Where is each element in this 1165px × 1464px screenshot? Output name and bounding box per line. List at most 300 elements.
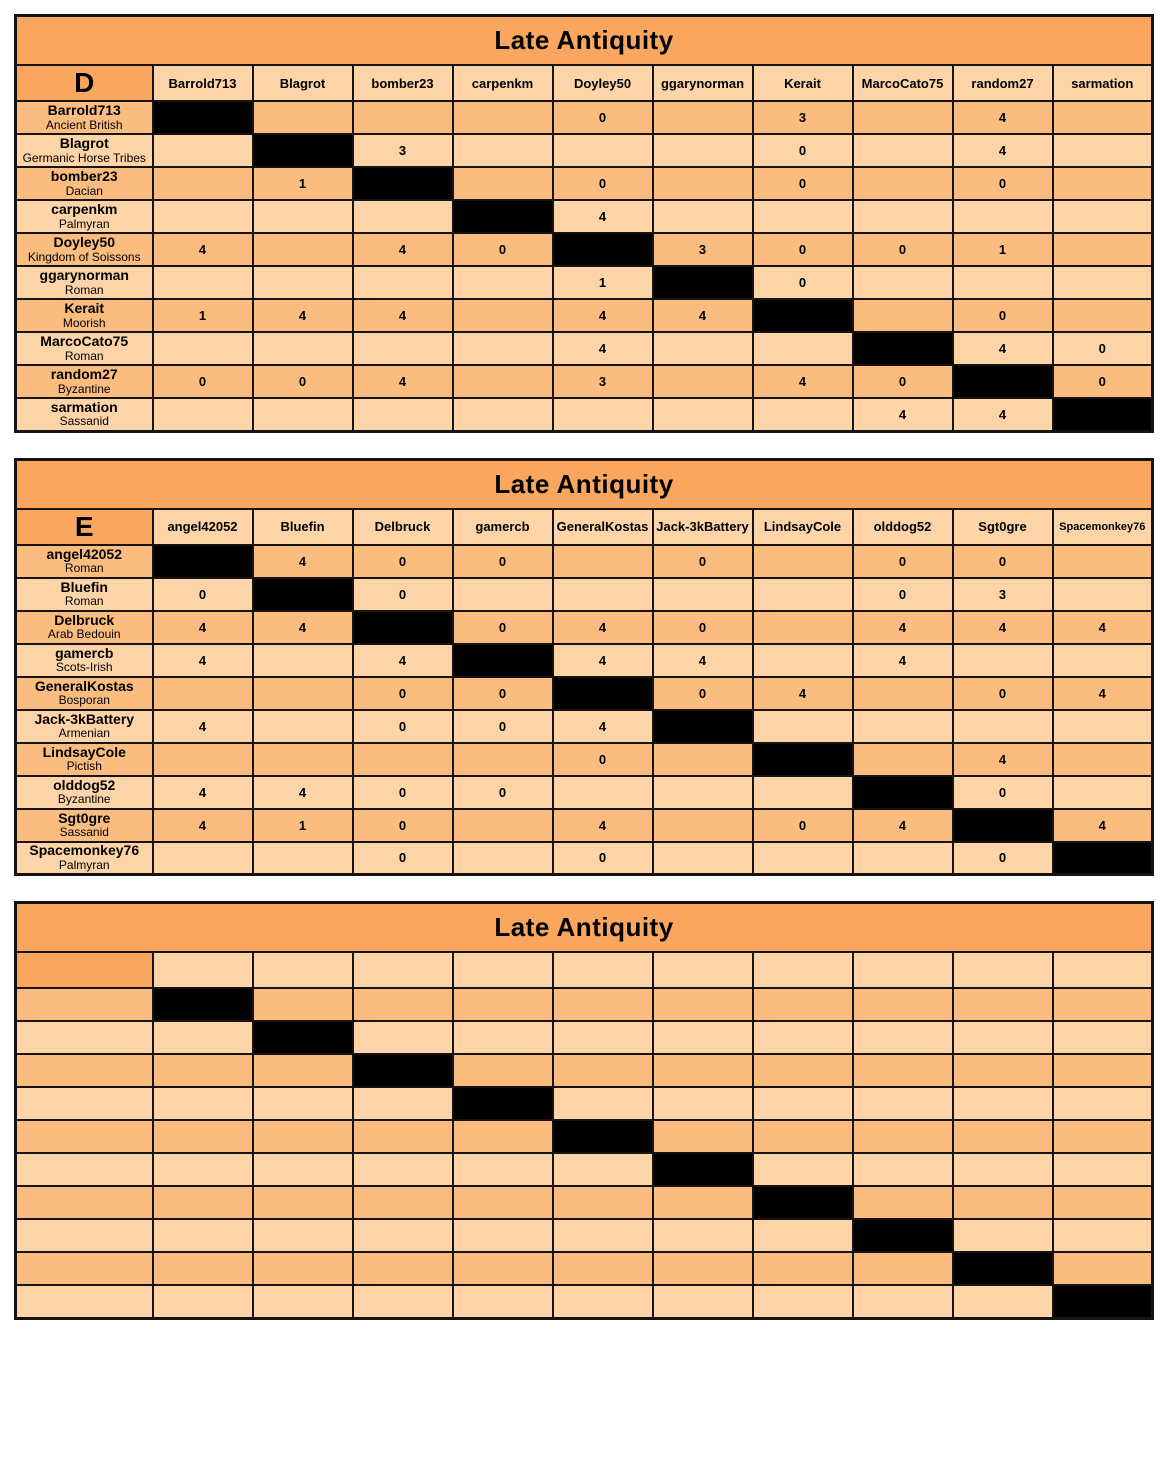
table-row	[16, 988, 1153, 1021]
diagonal-cell	[253, 578, 353, 611]
diagonal-cell	[453, 1087, 553, 1120]
player-label	[16, 1021, 153, 1054]
result-cell	[953, 1153, 1053, 1186]
result-cell	[753, 842, 853, 875]
result-cell	[253, 743, 353, 776]
result-cell: 4	[153, 710, 253, 743]
player-label	[16, 644, 153, 677]
result-cell	[653, 1021, 753, 1054]
column-header: Blagrot	[253, 65, 353, 101]
result-cell: 1	[253, 167, 353, 200]
table-row	[16, 578, 1153, 611]
result-cell	[653, 578, 753, 611]
diagonal-cell	[753, 299, 853, 332]
table-row	[16, 299, 1153, 332]
table-row	[16, 1021, 1153, 1054]
column-header	[753, 952, 853, 988]
result-cell: 4	[553, 644, 653, 677]
result-cell	[153, 266, 253, 299]
column-header: olddog52	[853, 509, 953, 545]
result-cell	[553, 1252, 653, 1285]
column-header: MarcoCato75	[853, 65, 953, 101]
player-faction: Palmyran	[58, 216, 110, 231]
result-cell: 0	[653, 545, 753, 578]
result-cell	[453, 578, 553, 611]
result-cell	[253, 101, 353, 134]
result-cell	[553, 988, 653, 1021]
result-cell: 4	[853, 809, 953, 842]
result-cell	[653, 365, 753, 398]
column-header	[153, 952, 253, 988]
result-cell	[853, 743, 953, 776]
player-name: Spacemonkey76	[29, 842, 140, 859]
table-row	[16, 134, 1153, 167]
result-cell	[853, 1021, 953, 1054]
result-cell	[253, 1054, 353, 1087]
result-cell	[753, 1219, 853, 1252]
result-cell	[753, 611, 853, 644]
player-name: angel42052	[46, 545, 122, 562]
result-cell	[853, 200, 953, 233]
result-cell	[1053, 1021, 1153, 1054]
diagonal-cell	[1053, 1285, 1153, 1318]
result-cell	[453, 1021, 553, 1054]
player-name: random27	[50, 366, 118, 383]
result-cell	[353, 743, 453, 776]
diagonal-cell	[1053, 398, 1153, 431]
result-cell	[1053, 1153, 1153, 1186]
result-cell	[453, 988, 553, 1021]
table-row	[16, 842, 1153, 875]
result-cell	[653, 1120, 753, 1153]
result-cell	[753, 332, 853, 365]
result-cell	[253, 842, 353, 875]
player-label	[16, 134, 153, 167]
result-cell: 4	[853, 611, 953, 644]
result-cell	[853, 1186, 953, 1219]
column-header: sarmation	[1053, 65, 1153, 101]
player-name: LindsayCole	[42, 743, 126, 760]
column-header: angel42052	[153, 509, 253, 545]
table-title: Late Antiquity	[16, 459, 1153, 509]
result-cell	[353, 200, 453, 233]
diagonal-cell	[453, 644, 553, 677]
result-cell: 1	[253, 809, 353, 842]
column-header: LindsayCole	[753, 509, 853, 545]
result-cell	[653, 1219, 753, 1252]
result-cell	[753, 1087, 853, 1120]
result-cell: 0	[453, 776, 553, 809]
result-cell: 0	[453, 677, 553, 710]
group-letter: E	[16, 509, 153, 545]
result-cell: 0	[453, 545, 553, 578]
result-cell	[553, 398, 653, 431]
result-cell	[453, 134, 553, 167]
diagonal-cell	[953, 809, 1053, 842]
column-header: carpenkm	[453, 65, 553, 101]
result-cell	[653, 1186, 753, 1219]
column-header: Spacemonkey76	[1053, 509, 1153, 545]
result-cell: 4	[153, 233, 253, 266]
result-cell	[353, 1120, 453, 1153]
result-cell: 0	[153, 578, 253, 611]
diagonal-cell	[1053, 842, 1153, 875]
player-faction: Ancient British	[45, 117, 123, 132]
result-cell	[253, 200, 353, 233]
result-cell	[853, 1120, 953, 1153]
result-cell	[853, 677, 953, 710]
table-row	[16, 710, 1153, 743]
result-cell: 4	[653, 299, 753, 332]
result-cell: 0	[1053, 332, 1153, 365]
result-cell	[153, 332, 253, 365]
result-cell	[753, 776, 853, 809]
result-cell	[153, 1285, 253, 1318]
player-faction: Germanic Horse Tribes	[22, 150, 146, 165]
result-cell	[553, 134, 653, 167]
result-cell: 0	[153, 365, 253, 398]
result-cell	[253, 644, 353, 677]
result-cell: 3	[653, 233, 753, 266]
result-cell	[253, 988, 353, 1021]
column-header	[353, 952, 453, 988]
table-row	[16, 1252, 1153, 1285]
result-cell	[753, 710, 853, 743]
result-cell: 1	[953, 233, 1053, 266]
result-cell	[353, 398, 453, 431]
result-cell: 0	[953, 167, 1053, 200]
table-row	[16, 776, 1153, 809]
result-cell: 4	[353, 365, 453, 398]
result-cell: 4	[1053, 809, 1153, 842]
player-faction: Pictish	[66, 759, 102, 774]
result-cell: 0	[453, 710, 553, 743]
result-cell: 4	[853, 398, 953, 431]
player-label	[16, 1219, 153, 1252]
diagonal-cell	[553, 1120, 653, 1153]
result-cell	[153, 1219, 253, 1252]
player-faction: Byzantine	[57, 381, 111, 396]
result-cell	[253, 233, 353, 266]
result-cell	[653, 776, 753, 809]
diagonal-cell	[453, 200, 553, 233]
result-cell: 0	[353, 776, 453, 809]
player-label	[16, 1054, 153, 1087]
result-cell	[553, 1021, 653, 1054]
player-name: Delbruck	[54, 611, 115, 628]
result-cell: 0	[853, 545, 953, 578]
group-letter	[16, 952, 153, 988]
result-cell	[753, 398, 853, 431]
diagonal-cell	[153, 988, 253, 1021]
result-cell: 0	[353, 677, 453, 710]
result-cell	[453, 299, 553, 332]
result-cell	[153, 1120, 253, 1153]
result-cell	[453, 332, 553, 365]
player-label	[16, 1153, 153, 1186]
result-cell	[253, 1087, 353, 1120]
result-cell: 0	[353, 545, 453, 578]
player-label	[16, 1186, 153, 1219]
result-cell	[1053, 1120, 1153, 1153]
result-cell	[153, 1186, 253, 1219]
table-row	[16, 365, 1153, 398]
result-cell	[653, 1054, 753, 1087]
table-row	[16, 1219, 1153, 1252]
result-cell	[753, 200, 853, 233]
column-header: Doyley50	[553, 65, 653, 101]
result-cell	[453, 1153, 553, 1186]
table-title: Late Antiquity	[16, 903, 1153, 953]
result-cell	[553, 1054, 653, 1087]
result-cell: 4	[553, 332, 653, 365]
player-label	[16, 842, 153, 875]
result-cell: 0	[753, 266, 853, 299]
diagonal-cell	[553, 677, 653, 710]
result-cell	[753, 1120, 853, 1153]
result-cell	[153, 1153, 253, 1186]
result-cell: 0	[653, 677, 753, 710]
result-cell	[153, 200, 253, 233]
player-faction: Byzantine	[57, 792, 111, 807]
result-cell: 1	[153, 299, 253, 332]
diagonal-cell	[653, 266, 753, 299]
result-cell: 3	[553, 365, 653, 398]
result-cell	[953, 1021, 1053, 1054]
player-label	[16, 365, 153, 398]
result-cell	[553, 1087, 653, 1120]
result-cell	[253, 266, 353, 299]
diagonal-cell	[853, 332, 953, 365]
player-faction: Roman	[64, 348, 104, 363]
result-cell	[153, 842, 253, 875]
column-header	[953, 952, 1053, 988]
result-cell	[153, 1021, 253, 1054]
column-header	[553, 952, 653, 988]
result-cell	[653, 332, 753, 365]
result-cell	[653, 842, 753, 875]
result-cell	[1053, 988, 1153, 1021]
table-row	[16, 644, 1153, 677]
result-cell: 0	[853, 365, 953, 398]
result-cell: 3	[753, 101, 853, 134]
player-faction: Roman	[64, 282, 104, 297]
result-cell	[653, 809, 753, 842]
table-row	[16, 1054, 1153, 1087]
result-cell: 0	[853, 578, 953, 611]
result-cell	[353, 1186, 453, 1219]
result-cell	[553, 1186, 653, 1219]
result-cell	[1053, 644, 1153, 677]
result-cell	[253, 398, 353, 431]
result-cell	[153, 1054, 253, 1087]
table-row	[16, 200, 1153, 233]
result-cell: 4	[953, 611, 1053, 644]
result-cell: 4	[253, 611, 353, 644]
result-cell	[253, 677, 353, 710]
column-header: GeneralKostas	[553, 509, 653, 545]
result-cell	[953, 710, 1053, 743]
result-cell: 4	[953, 743, 1053, 776]
table-row	[16, 743, 1153, 776]
player-faction: Kingdom of Soissons	[27, 249, 141, 264]
result-cell	[753, 644, 853, 677]
table-row	[16, 101, 1153, 134]
result-cell	[953, 988, 1053, 1021]
result-cell	[253, 1252, 353, 1285]
result-cell	[353, 332, 453, 365]
result-cell	[853, 134, 953, 167]
player-faction: Palmyran	[58, 857, 110, 872]
diagonal-cell	[853, 776, 953, 809]
result-cell: 4	[1053, 677, 1153, 710]
result-cell: 4	[953, 398, 1053, 431]
result-cell	[353, 1153, 453, 1186]
result-cell	[1053, 233, 1153, 266]
result-cell	[1053, 1087, 1153, 1120]
player-label	[16, 1252, 153, 1285]
result-cell: 0	[853, 233, 953, 266]
diagonal-cell	[953, 365, 1053, 398]
player-faction: Moorish	[62, 315, 106, 330]
result-cell: 4	[353, 233, 453, 266]
result-cell	[353, 1021, 453, 1054]
player-faction: Sassanid	[59, 414, 109, 429]
result-cell: 0	[453, 611, 553, 644]
result-cell	[253, 332, 353, 365]
diagonal-cell	[253, 1021, 353, 1054]
player-name: carpenkm	[51, 201, 118, 218]
table-row	[16, 398, 1153, 431]
result-cell	[153, 167, 253, 200]
result-cell	[853, 1252, 953, 1285]
diagonal-cell	[753, 1186, 853, 1219]
result-cell: 4	[753, 365, 853, 398]
result-cell: 0	[753, 809, 853, 842]
player-label	[16, 266, 153, 299]
result-cell	[653, 1285, 753, 1318]
result-cell	[853, 299, 953, 332]
result-cell	[1053, 578, 1153, 611]
result-cell: 0	[253, 365, 353, 398]
result-cell	[853, 710, 953, 743]
result-cell: 4	[953, 332, 1053, 365]
column-header: ggarynorman	[653, 65, 753, 101]
result-cell	[953, 1087, 1053, 1120]
player-label	[16, 988, 153, 1021]
group-tables-container	[14, 14, 1151, 1320]
result-cell	[353, 1252, 453, 1285]
group-letter: D	[16, 65, 153, 101]
result-cell	[1053, 266, 1153, 299]
result-cell	[253, 1219, 353, 1252]
result-cell	[653, 200, 753, 233]
result-cell	[1053, 1054, 1153, 1087]
result-cell	[253, 1285, 353, 1318]
result-cell	[653, 743, 753, 776]
result-cell: 0	[353, 710, 453, 743]
result-cell: 0	[953, 677, 1053, 710]
player-label	[16, 233, 153, 266]
player-name: Sgt0gre	[58, 809, 111, 826]
player-name: GeneralKostas	[34, 677, 134, 694]
result-cell: 4	[953, 101, 1053, 134]
result-cell	[453, 1219, 553, 1252]
table-row	[16, 809, 1153, 842]
result-cell	[1053, 1186, 1153, 1219]
player-name: ggarynorman	[39, 267, 129, 284]
diagonal-cell	[553, 233, 653, 266]
result-cell	[253, 1153, 353, 1186]
player-name: MarcoCato75	[40, 333, 129, 350]
result-cell: 0	[553, 743, 653, 776]
column-header: Jack-3kBattery	[653, 509, 753, 545]
result-cell	[453, 365, 553, 398]
column-header: Kerait	[753, 65, 853, 101]
result-cell	[553, 545, 653, 578]
result-cell	[1053, 710, 1153, 743]
result-cell	[1053, 1252, 1153, 1285]
result-cell	[153, 1087, 253, 1120]
player-faction: Roman	[64, 561, 104, 576]
result-cell: 0	[453, 233, 553, 266]
column-header	[1053, 952, 1153, 988]
result-cell	[753, 1285, 853, 1318]
result-cell	[453, 842, 553, 875]
result-cell	[353, 1219, 453, 1252]
result-cell: 4	[153, 611, 253, 644]
result-cell	[553, 776, 653, 809]
result-cell	[453, 167, 553, 200]
result-cell: 4	[553, 611, 653, 644]
result-cell	[1053, 101, 1153, 134]
player-name: Barrold713	[47, 102, 121, 119]
result-cell	[853, 1087, 953, 1120]
result-cell	[553, 1153, 653, 1186]
result-cell	[753, 1021, 853, 1054]
column-header: gamercb	[453, 509, 553, 545]
table-row	[16, 1186, 1153, 1219]
result-cell	[453, 1186, 553, 1219]
result-cell: 3	[953, 578, 1053, 611]
result-cell: 4	[253, 299, 353, 332]
player-label	[16, 809, 153, 842]
player-label	[16, 776, 153, 809]
player-label	[16, 200, 153, 233]
diagonal-cell	[953, 1252, 1053, 1285]
result-cell: 0	[753, 233, 853, 266]
result-cell	[1053, 743, 1153, 776]
column-header	[653, 952, 753, 988]
result-cell	[553, 1285, 653, 1318]
result-cell	[1053, 545, 1153, 578]
result-cell	[753, 988, 853, 1021]
diagonal-cell	[353, 1054, 453, 1087]
column-header: Sgt0gre	[953, 509, 1053, 545]
player-label	[16, 743, 153, 776]
table-row	[16, 677, 1153, 710]
player-name: Doyley50	[53, 234, 115, 251]
result-cell: 4	[253, 545, 353, 578]
result-cell	[653, 1252, 753, 1285]
table-row	[16, 1285, 1153, 1318]
result-cell	[953, 1120, 1053, 1153]
result-cell	[453, 1252, 553, 1285]
result-cell	[553, 1219, 653, 1252]
player-label	[16, 611, 153, 644]
diagonal-cell	[153, 545, 253, 578]
player-name: Blagrot	[59, 135, 109, 152]
